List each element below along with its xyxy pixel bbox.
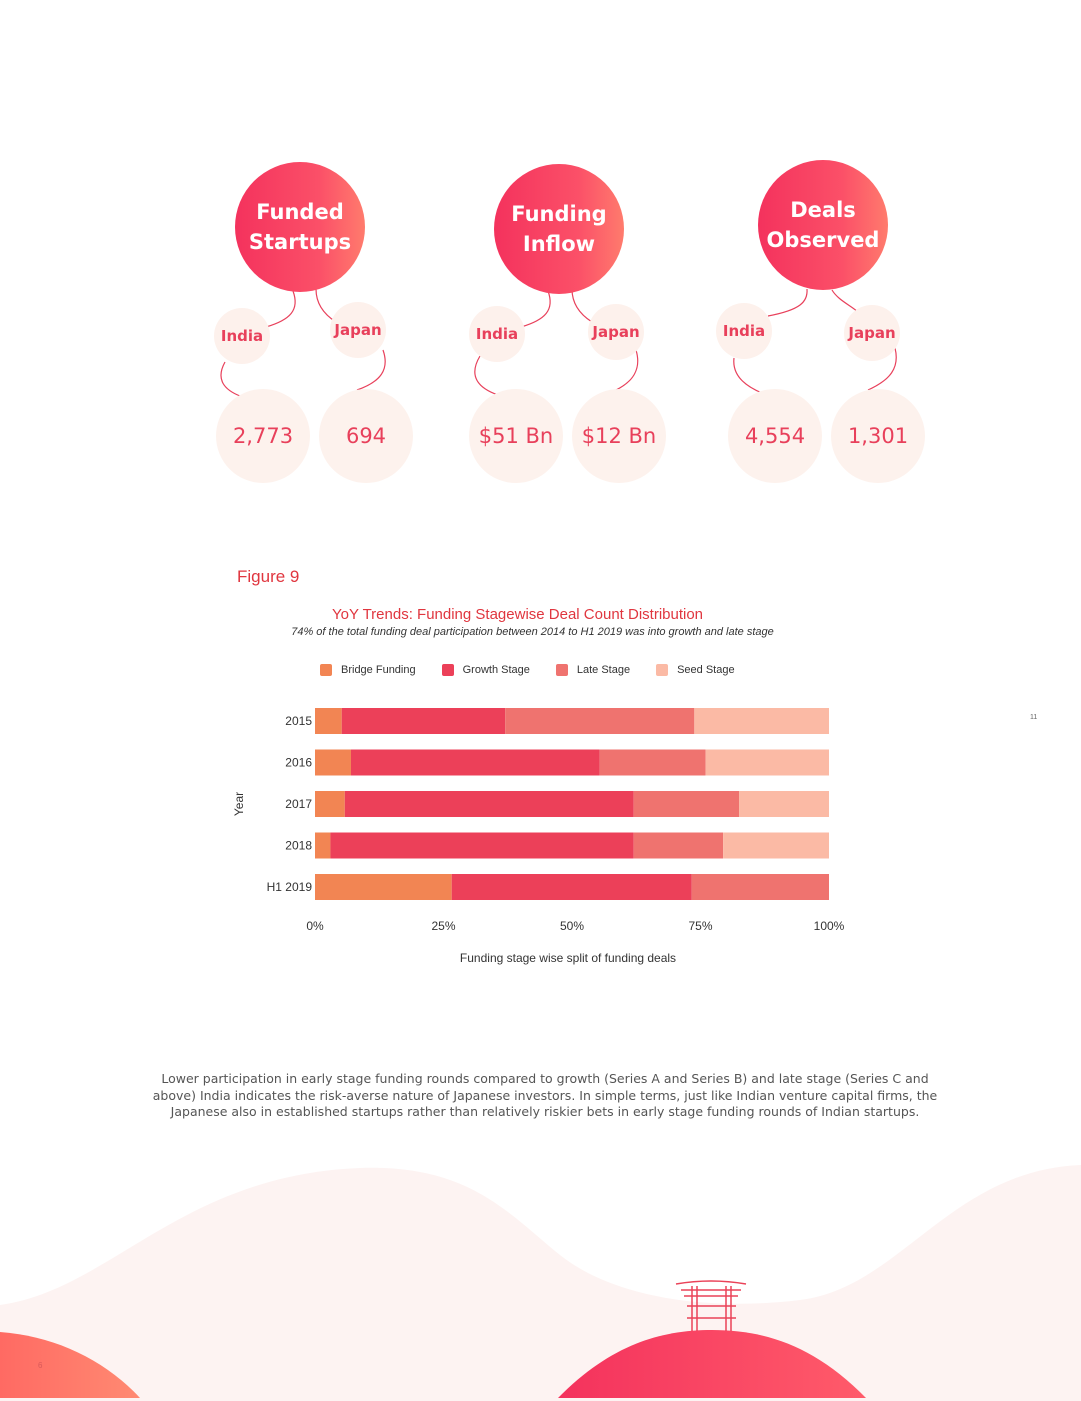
y-tick-label: 2015 (285, 714, 312, 728)
india-value-circle (469, 389, 563, 483)
funding-inflow-circle (494, 164, 624, 294)
stat-title-line: Funding (511, 202, 607, 226)
bar-segment (452, 874, 692, 900)
bar-segment (315, 708, 342, 734)
y-tick-label: 2018 (285, 838, 312, 853)
bar-segment (634, 833, 723, 859)
bar-segment (330, 833, 633, 859)
x-tick-label: 0% (306, 919, 324, 933)
background-wave (0, 1165, 1081, 1401)
india-value: 2,773 (232, 424, 294, 448)
legend-item-seed (656, 664, 735, 676)
stat-title-line: Inflow (522, 232, 596, 256)
bar-segment (351, 750, 600, 776)
bar-segment (600, 750, 706, 776)
chart-legend (320, 664, 761, 676)
japan-value-circle (831, 389, 925, 483)
bar-segment (739, 791, 829, 817)
stat-title-line: Deals (790, 198, 856, 222)
japan-value: 694 (345, 424, 387, 448)
bar-segment (315, 750, 351, 776)
india-label: India (220, 327, 264, 345)
india-label-circle (716, 303, 772, 359)
bar-segment (694, 708, 829, 734)
japan-label-circle (588, 304, 644, 360)
stacked-bar-chart (225, 690, 875, 975)
chart-title: YoY Trends: Funding Stagewise Deal Count Distribution (331, 606, 704, 623)
japan-label-circle (330, 302, 386, 358)
india-label: India (475, 325, 519, 343)
stat-title-line: Funded (256, 200, 344, 224)
japan-value: 1,301 (847, 424, 909, 448)
japan-value: $12 Bn (581, 424, 657, 448)
chart-subtitle: 74% of the total funding deal participation between 2014 to H1 2019 was into growth and late stage (291, 626, 774, 638)
legend-swatch (442, 664, 454, 676)
bar-segment (634, 791, 739, 817)
legend-label: Seed Stage (677, 664, 735, 676)
legend-swatch (656, 664, 668, 676)
india-value: $51 Bn (478, 424, 554, 448)
figure-label: Figure 9 (237, 567, 300, 586)
japan-label-circle (844, 305, 900, 361)
bar-segment (342, 708, 505, 734)
stat-title-line: Observed (766, 228, 880, 252)
india-label-circle (214, 308, 270, 364)
bar-segment (315, 874, 452, 900)
japan-value-circle (319, 389, 413, 483)
legend-label: Growth Stage (462, 664, 530, 676)
bar-segment (706, 750, 829, 776)
x-tick-label: 100% (813, 919, 845, 933)
legend-label: Bridge Funding (341, 664, 416, 676)
x-tick-label: 50% (559, 919, 585, 933)
stat-title-line: Startups (248, 230, 352, 254)
x-tick-label: 75% (688, 919, 713, 933)
japan-value-circle (572, 389, 666, 483)
india-value: 4,554 (744, 424, 806, 448)
corner-mark: 6 (38, 1361, 43, 1370)
footnote-text: Lower participation in early stage funding rounds compared to growth (Series A and Series B) and late stage (Series C and above) India indicates the risk-averse nature of Japanese investors. In simple terms, just like Indian venture capital firms, the Japanese also in established startups rather than relatively riskier bets in early stage funding rounds of Indian startups. (152, 1071, 938, 1119)
funded-startups-circle (235, 162, 365, 292)
bar-segment (315, 833, 330, 859)
y-axis-label: Year (232, 791, 246, 817)
japan-label: Japan (592, 323, 640, 341)
legend-item-growth (442, 664, 530, 676)
legend-item-bridge (320, 664, 416, 676)
bar-segment (723, 833, 829, 859)
bar-segment (345, 791, 634, 817)
y-tick-label: H1 2019 (266, 880, 312, 894)
legend-swatch (320, 664, 332, 676)
x-tick-label: 25% (431, 919, 456, 933)
japan-label: Japan (848, 324, 896, 342)
japan-label: Japan (334, 321, 382, 339)
legend-label: Late Stage (576, 664, 631, 676)
india-value-circle (728, 389, 822, 483)
legend-item-late (556, 664, 630, 676)
x-axis-label: Funding stage wise split of funding deals (459, 951, 677, 965)
india-value-circle (216, 389, 310, 483)
bar-segment (315, 791, 345, 817)
india-label: India (722, 322, 766, 340)
y-tick-label: 2017 (285, 797, 312, 811)
india-label-circle (469, 306, 525, 362)
y-tick-label: 2016 (285, 755, 312, 770)
deals-observed-circle (758, 160, 888, 290)
page-number: 11 (1030, 714, 1038, 721)
legend-swatch (556, 664, 568, 676)
bar-segment (505, 708, 694, 734)
bar-segment (692, 874, 829, 900)
